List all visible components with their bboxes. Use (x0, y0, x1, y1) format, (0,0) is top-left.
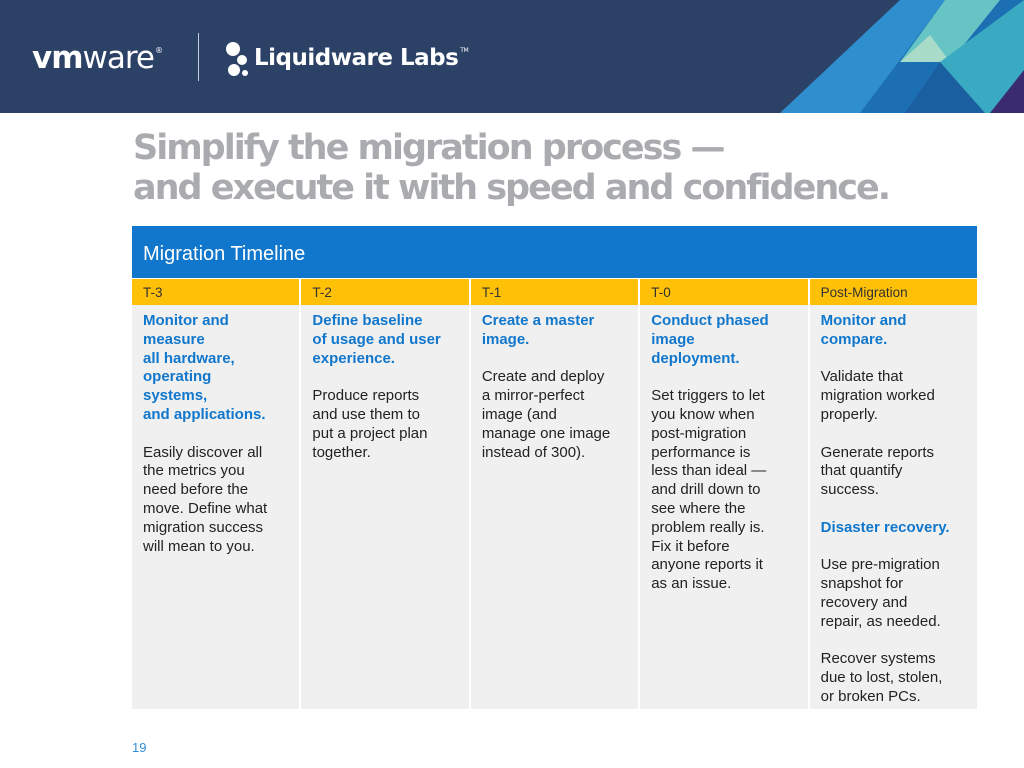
cell-text: Create and deploy a mirror-perfect image (and manage one image instead of 300). (481, 368, 611, 461)
page-title (133, 128, 973, 208)
cell-heading: Create a master image. (481, 312, 595, 348)
page-title-line-1: Simplify the migration process — (133, 128, 724, 168)
cell-text: Recover systems due to lost, stolen, or broken PCs. (820, 650, 943, 705)
phase-t-0: T-0 (640, 279, 807, 305)
phase-post-migration: Post-Migration (810, 279, 977, 305)
vmware-logo-prefix: vm (32, 40, 83, 76)
cell-text: Validate that migration worked properly. (820, 368, 935, 423)
cell-t-2 (301, 305, 468, 709)
cell-t-0 (640, 305, 807, 709)
cell-text: Produce reports and use them to put a project plan together. (312, 387, 428, 461)
page-title-line-2: and execute it with speed and confidence. (133, 168, 890, 208)
cell-heading: Define baseline of usage and user experience. (312, 312, 441, 367)
header-banner (0, 0, 1024, 113)
migration-timeline-table (132, 226, 977, 709)
cell-text: Use pre-migration snapshot for recovery and repair, as needed. (820, 556, 941, 630)
logo-divider (198, 33, 199, 81)
cell-heading: Monitor and measure all hardware, operating systems, and applications. (143, 312, 266, 423)
phase-t-1: T-1 (471, 279, 638, 305)
cell-heading: Disaster recovery. (820, 518, 950, 536)
phase-content-row (132, 305, 977, 709)
cell-heading: Conduct phased image deployment. (651, 312, 769, 367)
cell-text: Generate reports that quantify success. (820, 443, 935, 499)
liquidware-labs-logo (254, 45, 468, 71)
vmware-logo-suffix: ware (82, 40, 155, 76)
liquidware-drop-icon (224, 40, 252, 80)
page-number: 19 (132, 740, 147, 755)
liquidware-trademark: TM (460, 47, 469, 54)
vmware-registered-mark: ® (155, 46, 163, 55)
cell-t-1 (471, 305, 638, 709)
cell-heading: Monitor and compare. (820, 312, 907, 348)
phase-t-2: T-2 (301, 279, 468, 305)
liquidware-labs-wordmark: Liquidware Labs (254, 45, 459, 71)
vmware-logo (32, 40, 162, 76)
phase-header-row (132, 279, 977, 305)
phase-t-3: T-3 (132, 279, 299, 305)
cell-t-3 (132, 305, 299, 709)
timeline-title: Migration Timeline (132, 226, 977, 278)
cell-post-migration (810, 305, 977, 709)
cell-text: Easily discover all the metrics you need before the move. Define what migration success will mean to you. (143, 443, 268, 555)
cell-text: Set triggers to let you know when post-migration performance is less than ideal — and drill down to see where the problem really is. Fix it before anyone reports it as an issue. (651, 387, 767, 593)
